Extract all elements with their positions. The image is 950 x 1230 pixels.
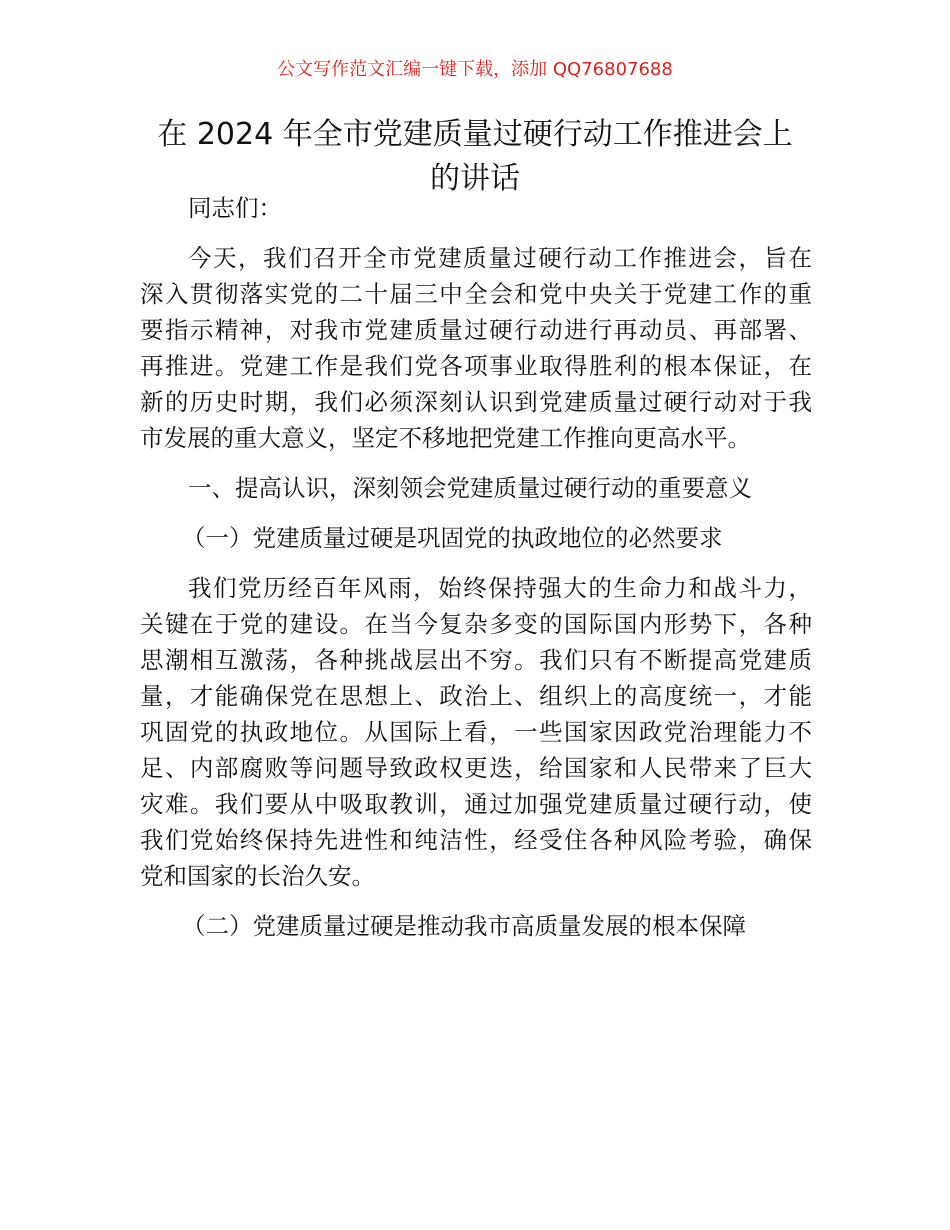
subsection-heading bbox=[140, 908, 812, 944]
paragraph-line: 要指示精神，对我市党建质量过硬行动进行再动员、再部署、 bbox=[140, 316, 812, 344]
speech-body bbox=[140, 190, 812, 944]
paragraph-line: 我们党历经百年风雨，始终保持强大的生命力和战斗力， bbox=[188, 574, 812, 602]
opening-paragraph bbox=[140, 240, 812, 456]
download-notice: 公文写作范文汇编一键下载，添加 QQ76807688 bbox=[277, 59, 673, 80]
paragraph-line: 今天，我们召开全市党建质量过硬行动工作推进会，旨在 bbox=[188, 244, 812, 272]
paragraph-line: 足、内部腐败等问题导致政权更迭，给国家和人民带来了巨大 bbox=[140, 754, 812, 782]
salutation bbox=[140, 190, 812, 226]
subsection-paragraph bbox=[140, 570, 812, 894]
salutation-text: 同志们： bbox=[188, 194, 282, 222]
paragraph-line: 再推进。党建工作是我们党各项事业取得胜利的根本保证，在 bbox=[140, 352, 812, 380]
paragraph-line: 深入贯彻落实党的二十届三中全会和党中央关于党建工作的重 bbox=[140, 280, 812, 308]
paragraph-line: 灾难。我们要从中吸取教训，通过加强党建质量过硬行动，使 bbox=[140, 790, 812, 818]
paragraph-line: 思潮相互激荡，各种挑战层出不穷。我们只有不断提高党建质 bbox=[140, 646, 812, 674]
paragraph-line: 我们党始终保持先进性和纯洁性，经受住各种风险考验，确保 bbox=[140, 826, 812, 854]
paragraph-line: 关键在于党的建设。在当今复杂多变的国际国内形势下，各种 bbox=[140, 610, 812, 638]
subsection-heading bbox=[140, 520, 812, 556]
title-line: 的讲话 bbox=[430, 161, 520, 196]
paragraph-line: 巩固党的执政地位。从国际上看，一些国家因政党治理能力不 bbox=[140, 718, 812, 746]
title-line: 在 2024 年全市党建质量过硬行动工作推进会上 bbox=[157, 117, 793, 152]
subsection-heading-text: （一）党建质量过硬是巩固党的执政地位的必然要求 bbox=[182, 524, 723, 552]
paragraph-line: 市发展的重大意义，坚定不移地把党建工作推向更高水平。 bbox=[140, 424, 751, 452]
section-heading bbox=[140, 470, 812, 506]
subsection-heading-text: （二）党建质量过硬是推动我市高质量发展的根本保障 bbox=[182, 912, 746, 940]
section-heading-text: 一、提高认识，深刻领会党建质量过硬行动的重要意义 bbox=[188, 474, 752, 502]
speech-title bbox=[140, 113, 810, 201]
paragraph-line: 新的历史时期，我们必须深刻认识到党建质量过硬行动对于我 bbox=[140, 388, 812, 416]
paragraph-line: 量，才能确保党在思想上、政治上、组织上的高度统一，才能 bbox=[140, 682, 812, 710]
paragraph-line: 党和国家的长治久安。 bbox=[140, 862, 375, 890]
